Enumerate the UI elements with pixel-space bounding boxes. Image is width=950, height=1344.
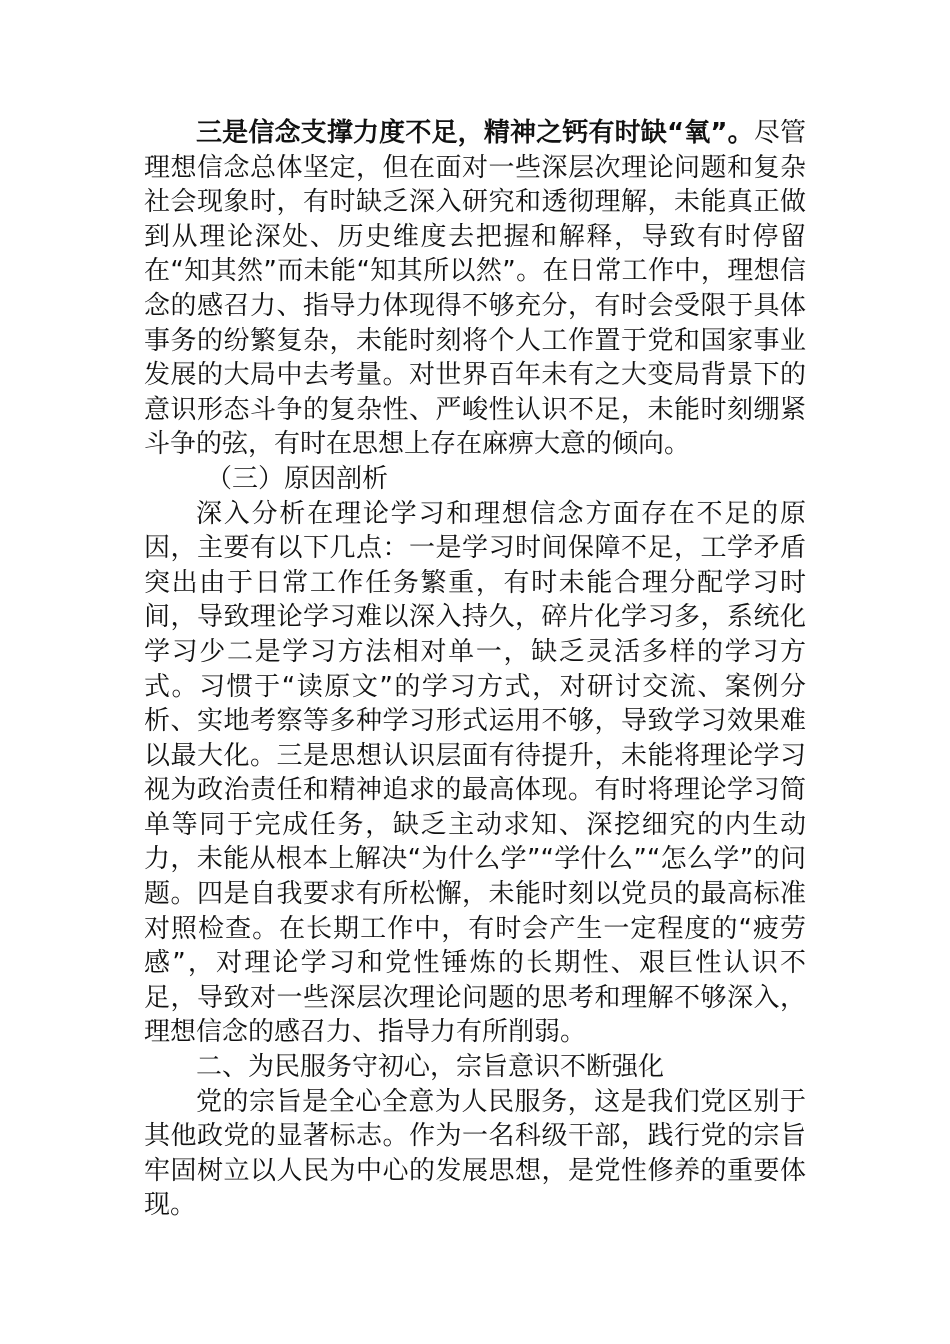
paragraph-cause-analysis: 深入分析在理论学习和理想信念方面存在不足的原因，主要有以下几点：一是学习时间保障不足，工学矛盾突出由于日常工作任务繁重，有时未能合理分配学习时间，导致理论学习难以深入持久，碎片化学习多，系统化学习少二是学习方法相对单一，缺乏灵活多样的学习方式。习惯于“读原文”的学习方式，对研讨交流、案例分析、实地考察等多种学习形式运用不够，导致学习效果难以最大化。三是思想认识层面有待提升，未能将理论学习视为政治责任和精神追求的最高体现。有时将理论学习简单等同于完成任务，缺乏主动求知、深挖细究的内生动力，未能从根本上解决“为什么学”“学什么”“怎么学”的问题。四是自我要求有所松懈，未能时刻以党员的最高标准对照检查。在长期工作中，有时会产生一定程度的“疲劳感”，对理论学习和党性锤炼的长期性、艰巨性认识不足，导致对一些深层次理论问题的思考和理解不够深入，理想信念的感召力、指导力有所削弱。 — [144, 498, 806, 1048]
section-heading-cause-analysis: （三）原因剖析 — [206, 463, 389, 494]
paragraph-party-purpose: 党的宗旨是全心全意为人民服务，这是我们党区别于其他政党的显著标志。作为一名科级干部，践行党的宗旨牢固树立以人民为中心的发展思想，是党性修养的重要体现。 — [144, 1086, 806, 1221]
paragraph-belief-support — [144, 116, 806, 462]
paragraph-text: 尽管理想信念总体坚定，但在面对一些深层次理论问题和复杂社会现象时，有时缺乏深入研究和透彻理解，未能真正做到从理论深处、历史维度去把握和解释，导致有时停留在“知其然”而未能“知其所以然”。在日常工作中，理想信念的感召力、指导力体现得不够充分，有时会受限于具体事务的纷繁复杂，未能时刻将个人工作置于党和国家事业发展的大局中去考量。对世界百年未有之大变局背景下的意识形态斗争的复杂性、严峻性认识不足，未能时刻绷紧斗争的弦，有时在思想上存在麻痹大意的倾向。 — [144, 118, 806, 460]
paragraph-lead: 三是信念支撑力度不足，精神之钙有时缺“氧”。 — [196, 118, 754, 148]
document-body — [144, 116, 806, 1223]
section-heading-serve-people: 二、为民服务守初心，宗旨意识不断强化 — [196, 1052, 665, 1083]
